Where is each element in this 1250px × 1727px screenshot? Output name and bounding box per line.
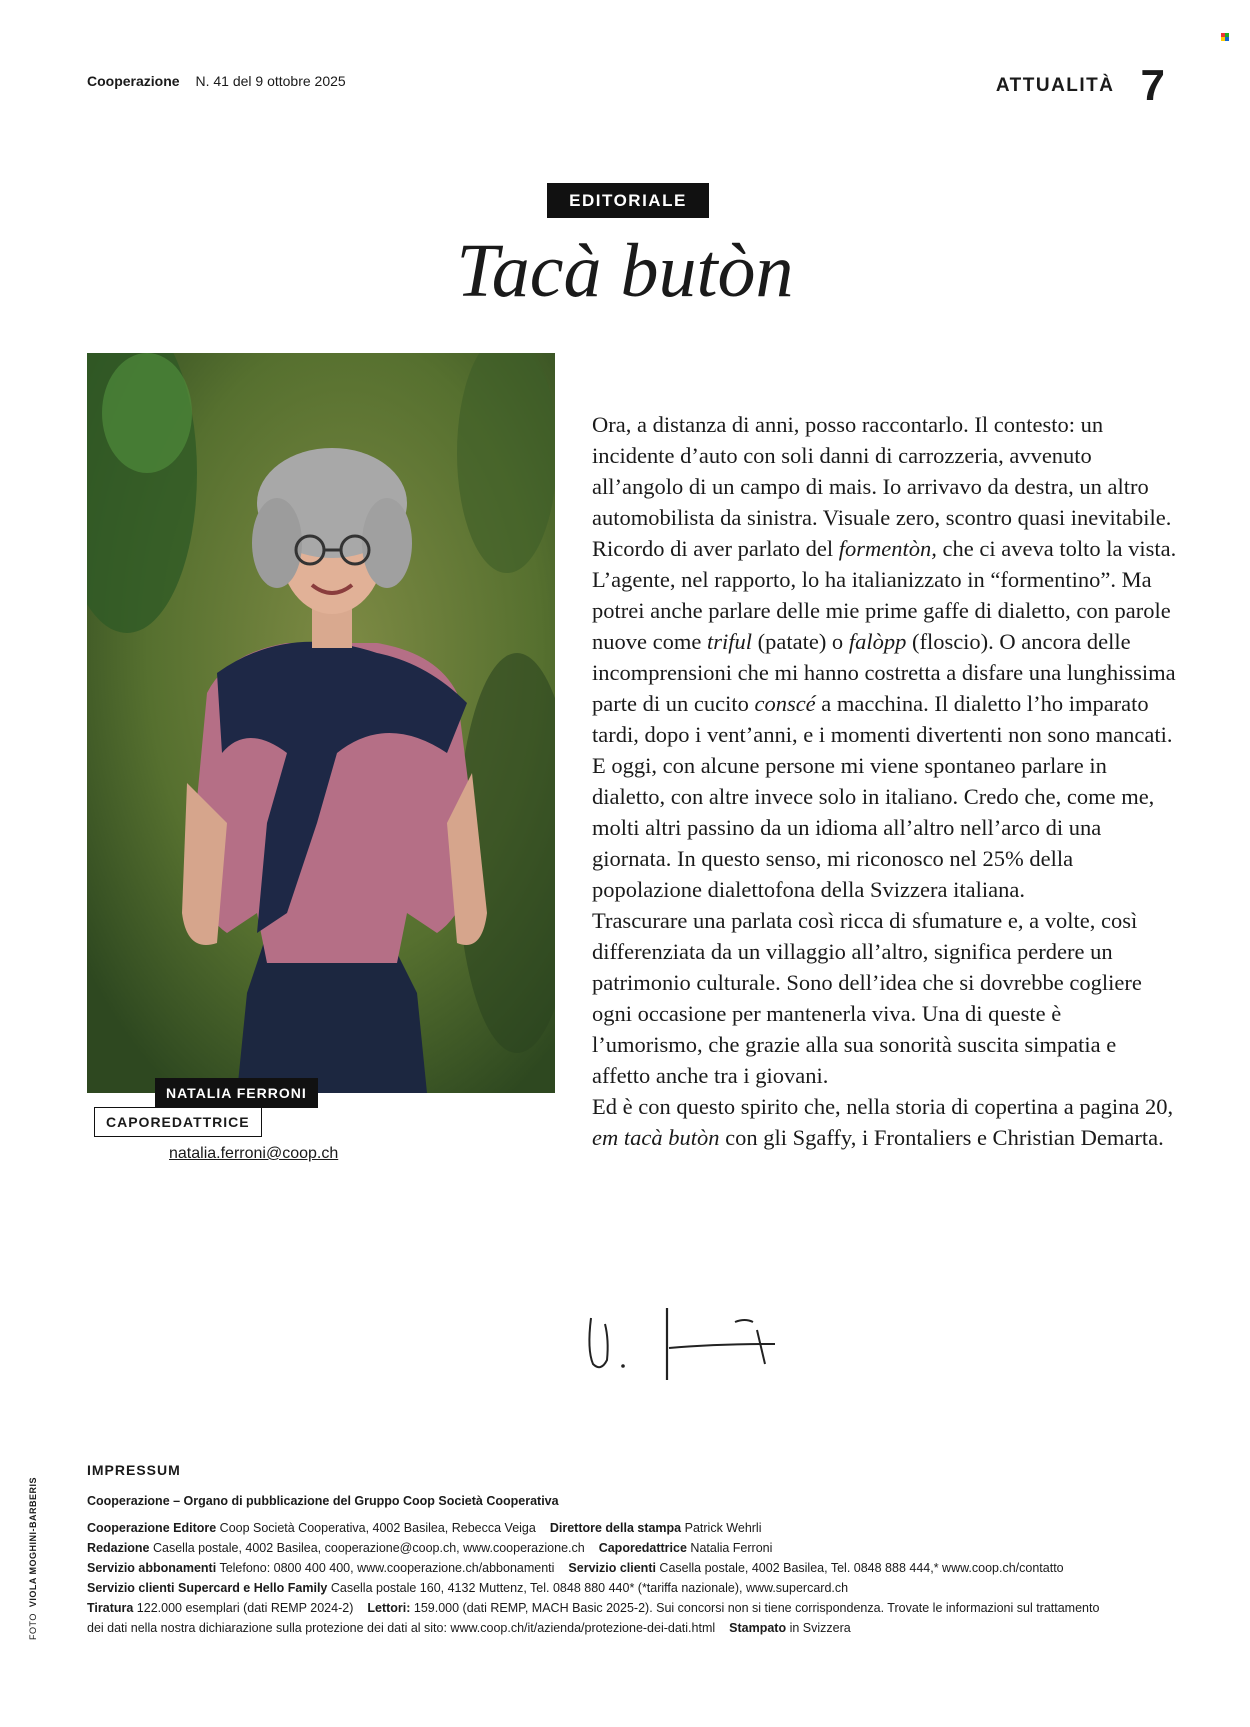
color-mark-icon bbox=[1221, 33, 1230, 42]
author-email-link[interactable]: natalia.ferroni@coop.ch bbox=[169, 1145, 339, 1162]
editorial-body bbox=[592, 409, 1177, 1153]
author-signature bbox=[585, 1300, 785, 1380]
impressum-organ: Cooperazione – Organo di pubblicazione del Gruppo Coop Società Cooperativa bbox=[87, 1494, 559, 1508]
impressum-line-1: Cooperazione Editore Coop Società Cooperativa, 4002 Basilea, Rebecca Veiga Direttore della stampa Patrick Wehrli bbox=[87, 1521, 762, 1535]
header-left bbox=[87, 73, 346, 89]
section-name: ATTUALITÀ bbox=[995, 75, 1115, 96]
photo-credit: FOTO VIOLA MOGHINI-BARBERIS bbox=[28, 1476, 38, 1640]
paragraph-3: Trascurare una parlata così ricca di sfumature e, a volte, così differenziata da un villaggio all’altro, significa perdere un patrimonio culturale. Sono dell’idea che si dovrebbe cogliere ogni occasione per mantenerla viva. Una di queste è l’umorismo, che grazie alla sua sonorità suscita simpatia e affetto anche tra i giovani. bbox=[592, 908, 1142, 1088]
impressum-line-5: Tiratura 122.000 esemplari (dati REMP 2024-2) Lettori: 159.000 (dati REMP, MACH Basic 2025-2). Sui concorsi non si tiene corrispondenza. Trovate le informazioni sul trattamento bbox=[87, 1601, 1100, 1615]
page-title: Tacà butòn bbox=[456, 229, 794, 313]
portrait-illustration bbox=[87, 353, 555, 1093]
magazine-name: Cooperazione bbox=[87, 73, 180, 89]
impressum-heading: IMPRESSUM bbox=[87, 1462, 181, 1478]
author-role-tag: CAPOREDATTRICE bbox=[94, 1107, 262, 1137]
impressum-line-2: Redazione Casella postale, 4002 Basilea, cooperazione@coop.ch, www.cooperazione.ch Caporedattrice Natalia Ferroni bbox=[87, 1541, 773, 1555]
kicker-badge: EDITORIALE bbox=[547, 183, 709, 218]
issue-date: N. 41 del 9 ottobre 2025 bbox=[195, 73, 346, 89]
impressum-line-4: Servizio clienti Supercard e Hello Family Casella postale 160, 4132 Muttenz, Tel. 0848 880 440* (*tariffa nazionale), www.supercard.ch bbox=[87, 1581, 849, 1595]
impressum-line-3: Servizio abbonamenti Telefono: 0800 400 400, www.cooperazione.ch/abbonamenti Servizio clienti Casella postale, 4002 Basilea, Tel. 0848 888 444,* www.coop.ch/contatto bbox=[87, 1561, 1064, 1575]
page-number: 7 bbox=[1140, 61, 1165, 110]
paragraph-4: Ed è con questo spirito che, nella storia di copertina a pagina 20, em tacà butòn con gli Sgaffy, i Frontaliers e Christian Demarta. bbox=[592, 1094, 1174, 1150]
author-photo bbox=[87, 353, 555, 1093]
author-name-tag: NATALIA FERRONI bbox=[155, 1078, 318, 1108]
impressum-line-6: dei dati nella nostra dichiarazione sulla protezione dei dati al sito: www.coop.ch/it/azienda/protezione-dei-dati.html Stampato in Svizzera bbox=[87, 1621, 851, 1635]
header-right bbox=[995, 61, 1165, 110]
paragraph-2: L’agente, nel rapporto, lo ha italianizzato in “formentino”. Ma potrei anche parlare delle mie prime gaffe di dialetto, con parole nuove come triful (patate) o falòpp (floscio). O ancora delle incomprensioni che mi hanno costretta a disfare una lunghissima parte di un cucito conscé a macchina. Il dialetto l’ho imparato tardi, dopo i vent’anni, e i momenti divertenti non sono mancati. E oggi, con alcune persone mi viene spontaneo parlare in dialetto, con altre invece solo in italiano. Credo che, come me, molti altri passino da un idioma all’altro nell’arco di una giornata. In questo senso, mi riconosco nel 25% della popolazione dialettofona della Svizzera italiana. bbox=[592, 567, 1176, 902]
paragraph-1: Ora, a distanza di anni, posso raccontarlo. Il contesto: un incidente d’auto con soli danni di carrozzeria, avvenuto all’angolo di un campo di mais. Io arrivavo da destra, un altro automobilista da sinistra. Visuale zero, scontro quasi inevitabile. Ricordo di aver parlato del formentòn, che ci aveva tolto la vista. bbox=[592, 412, 1177, 561]
